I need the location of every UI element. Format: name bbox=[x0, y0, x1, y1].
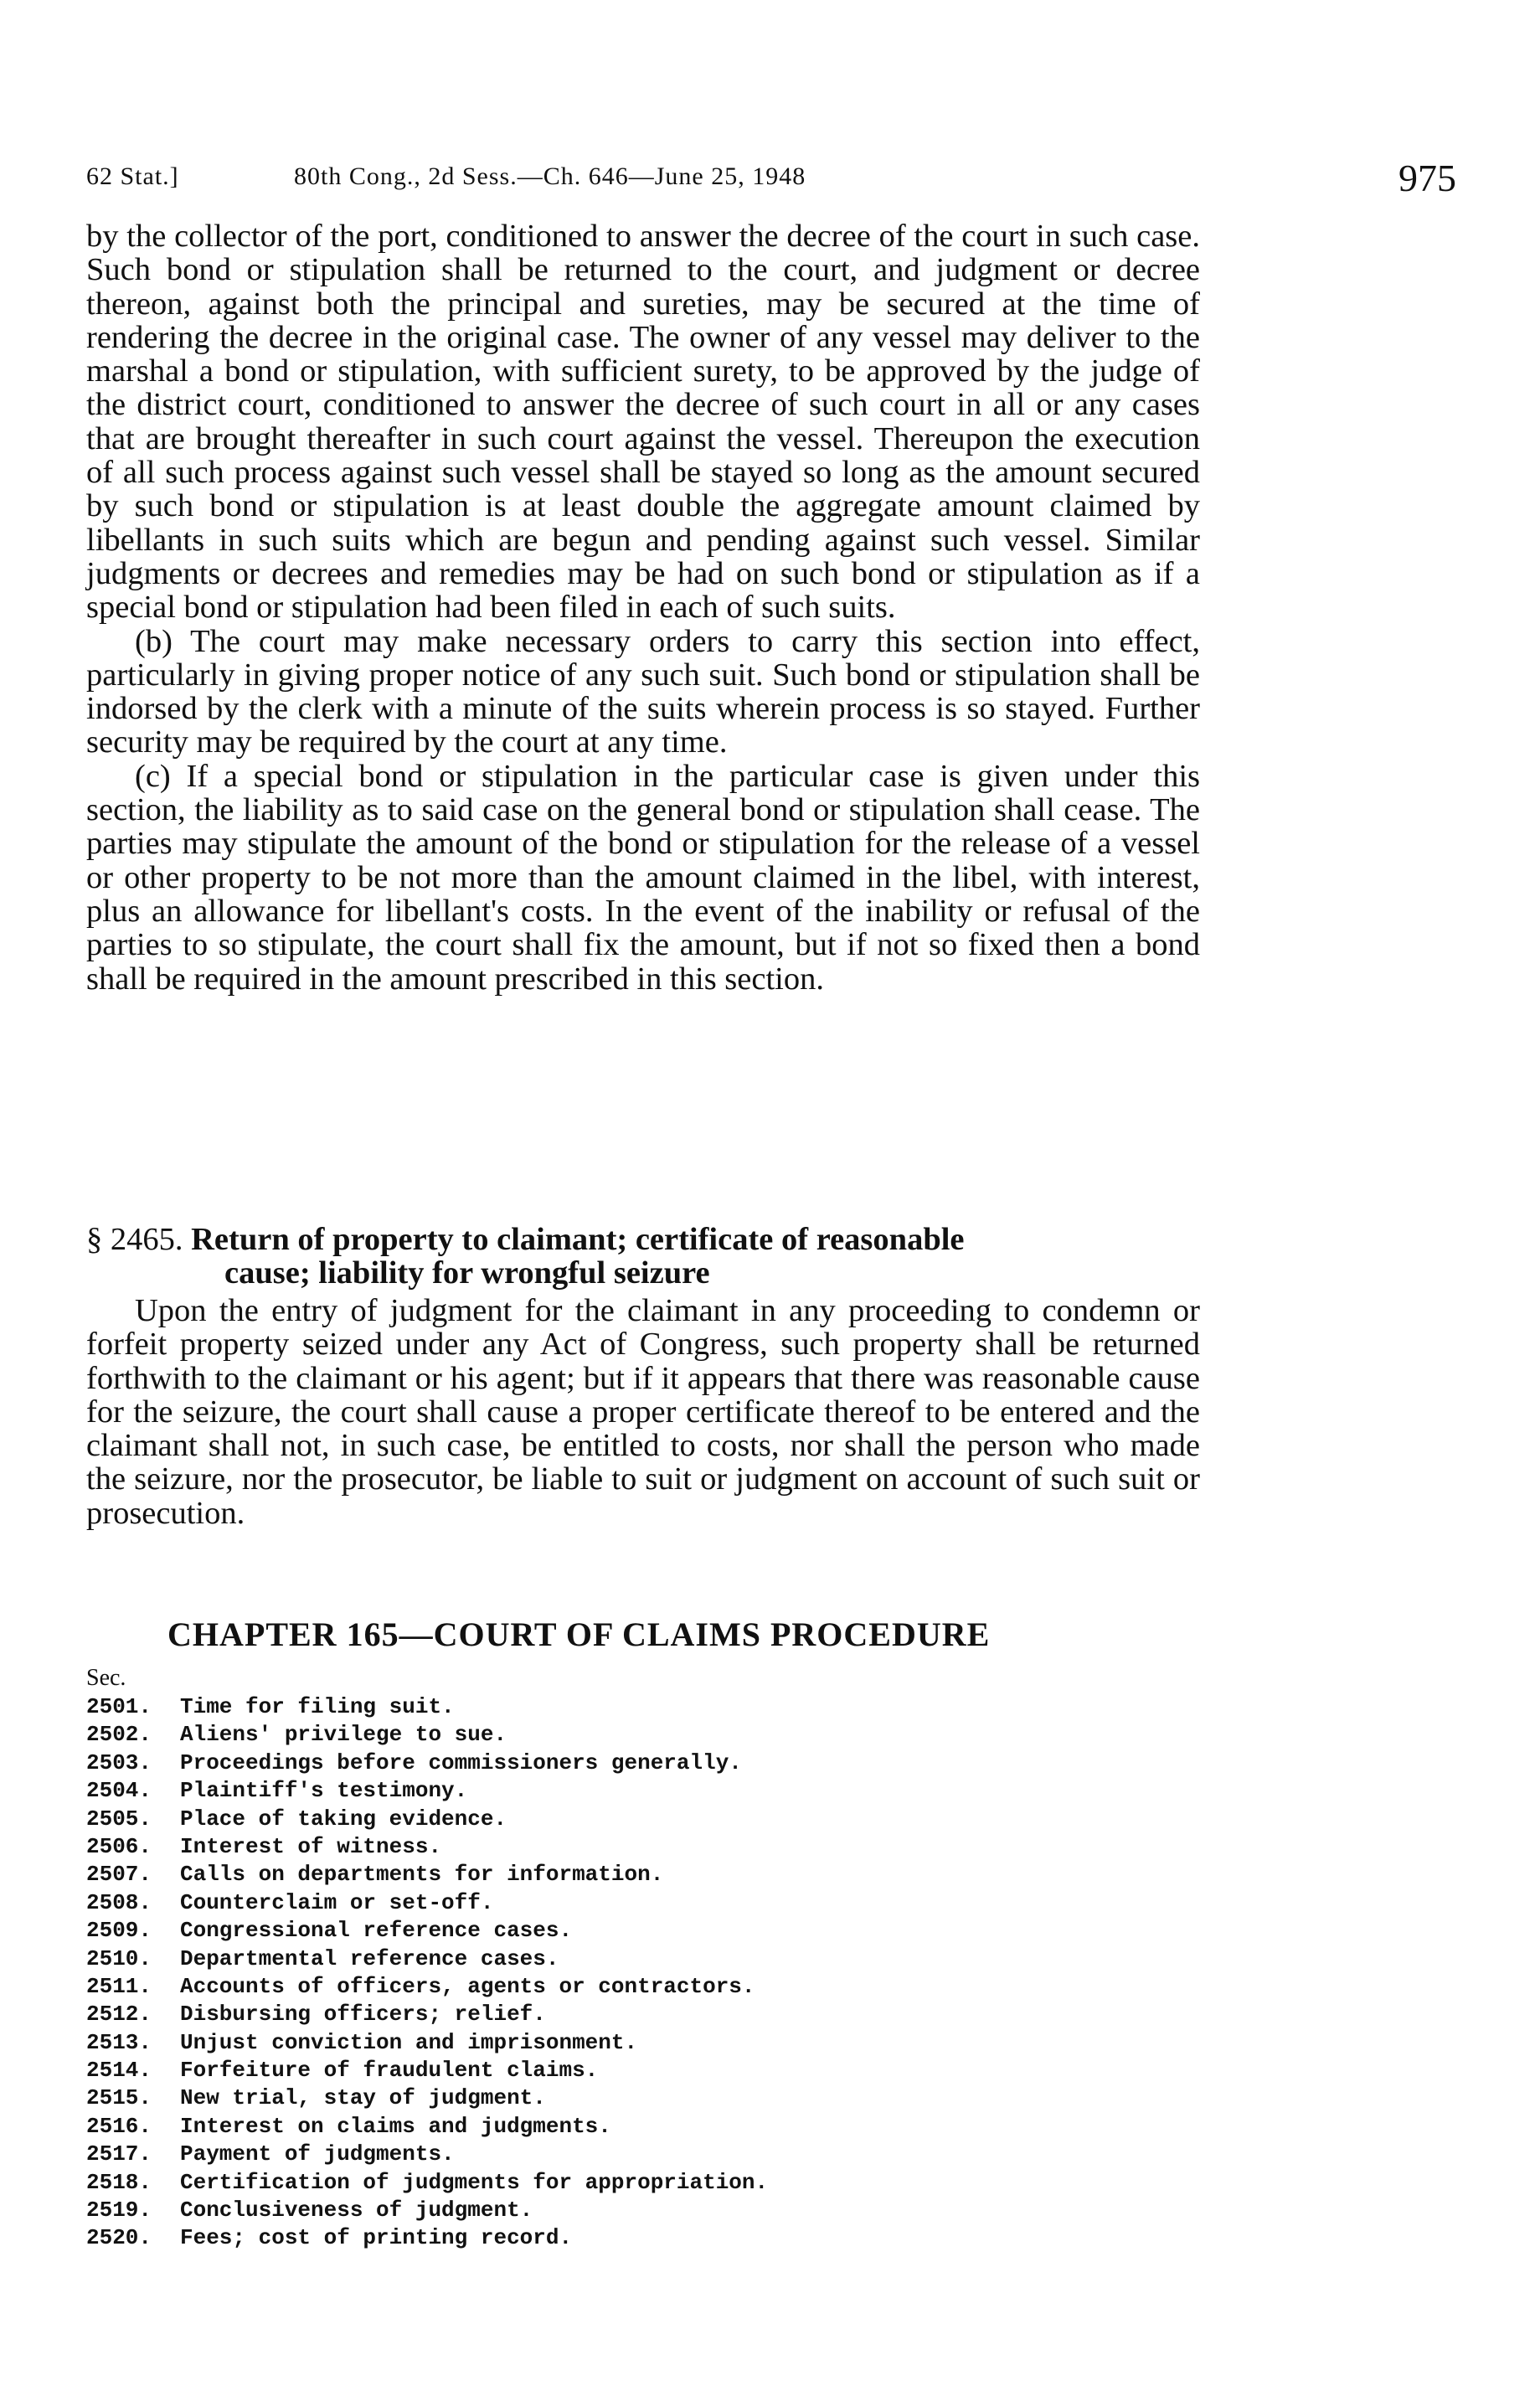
toc-number: 2502. bbox=[86, 1722, 152, 1748]
toc-number: 2503. bbox=[86, 1749, 152, 1775]
toc-number: 2520. bbox=[86, 2225, 152, 2251]
toc-title: Congressional reference cases. bbox=[180, 1918, 573, 1944]
paragraph-b: (b) The court may make necessary orders to carry this section into effect, particularly in giving proper notice of any such suit. Such bond or stipulation shall be indorsed by the clerk with a minute of the suits wherein process is so stayed. Further security may be required by the court at any time. bbox=[86, 623, 1200, 760]
toc-item bbox=[86, 1833, 1007, 1861]
toc-number: 2515. bbox=[86, 2085, 152, 2111]
toc-number: 2519. bbox=[86, 2198, 152, 2223]
toc-number: 2504. bbox=[86, 1778, 152, 1804]
toc-item bbox=[86, 1721, 1007, 1749]
paragraph-continuation: by the collector of the port, conditioned to answer the decree of the court in such case. Such bond or stipulation shall be returned to the court, and judgment or decree thereon, against both the principal and sureties, may be secured at the time of rendering the decree in the original case. The owner of any vessel may deliver to the marshal a bond or stipulation, with sufficient surety, to be approved by the judge of the district court, conditioned to answer the decree of such court in all or any cases that are brought thereafter in such court against the vessel. Thereupon the execution of all such process against such vessel shall be stayed so long as the amount secured by such bond or stipulation is at least double the aggregate amount claimed by libellants in such suits which are begun and pending against such vessel. Similar judgments or decrees and remedies may be had on such bond or stipulation as if a special bond or stipulation had been filed in each of such suits. bbox=[86, 219, 1200, 626]
toc-title: Accounts of officers, agents or contractors. bbox=[180, 1973, 755, 1999]
toc-item bbox=[86, 1806, 1007, 1833]
toc-title: Unjust conviction and imprisonment. bbox=[180, 2029, 638, 2055]
toc-number: 2507. bbox=[86, 1862, 152, 1888]
continued-section-text bbox=[86, 219, 1200, 996]
toc-title: Disbursing officers; relief. bbox=[180, 2002, 546, 2028]
toc-title: Counterclaim or set-off. bbox=[180, 1889, 494, 1915]
toc-item bbox=[86, 1945, 1007, 1973]
toc-item bbox=[86, 1749, 1007, 1777]
section-number: § 2465. bbox=[86, 1222, 183, 1257]
section-title-line2: cause; liability for wrongful seizure bbox=[224, 1255, 710, 1291]
toc-title: Fees; cost of printing record. bbox=[180, 2225, 573, 2251]
toc-item bbox=[86, 1861, 1007, 1888]
toc-number: 2506. bbox=[86, 1833, 152, 1859]
toc-title: Interest of witness. bbox=[180, 1833, 442, 1859]
toc-item bbox=[86, 1917, 1007, 1945]
section-paragraph: Upon the entry of judgment for the claimant in any proceeding to condemn or forfeit property seized under any Act of Congress, such property shall be returned forthwith to the claimant or his agent; but if it appears that there was reasonable cause for the seizure, the court shall cause a proper certificate thereof to be entered and the claimant shall not, in such case, be entitled to costs, nor shall the person who made the seizure, nor the prosecutor, be liable to suit or judgment on account of such suit or prosecution. bbox=[86, 1293, 1200, 1531]
toc-title: New trial, stay of judgment. bbox=[180, 2085, 546, 2111]
toc-item bbox=[86, 2001, 1007, 2028]
toc-title: Conclusiveness of judgment. bbox=[180, 2198, 533, 2223]
toc-title: Interest on claims and judgments. bbox=[180, 2113, 611, 2139]
page-number: 975 bbox=[1398, 157, 1456, 199]
chapter-section-list bbox=[86, 1693, 1007, 2253]
section-2465-text bbox=[86, 1294, 1200, 1530]
toc-item bbox=[86, 2224, 1007, 2252]
chapter-title: CHAPTER 165—COURT OF CLAIMS PROCEDURE bbox=[167, 1615, 991, 1653]
toc-item bbox=[86, 1973, 1007, 2001]
page-header bbox=[86, 156, 1456, 206]
statute-volume-label: 62 Stat.] bbox=[86, 162, 179, 190]
toc-title: Proceedings before commissioners generally. bbox=[180, 1749, 742, 1775]
toc-number: 2517. bbox=[86, 2141, 152, 2167]
section-heading bbox=[86, 1223, 1200, 1290]
toc-number: 2505. bbox=[86, 1806, 152, 1832]
toc-number: 2509. bbox=[86, 1918, 152, 1944]
session-citation: 80th Cong., 2d Sess.—Ch. 646—June 25, 1948 bbox=[294, 162, 806, 190]
toc-title: Certification of judgments for appropriation. bbox=[180, 2169, 769, 2195]
toc-item bbox=[86, 1693, 1007, 1721]
toc-title: Payment of judgments. bbox=[180, 2141, 455, 2167]
paragraph-c: (c) If a special bond or stipulation in the particular case is given under this section, the liability as to said case on the general bond or stipulation shall cease. The parties may stipulate the amount of the bond or stipulation for the release of a vessel or other property to be not more than the amount claimed in the libel, with interest, plus an allowance for libellant's costs. In the event of the inability or refusal of the parties to so stipulate, the court shall fix the amount, but if not so fixed then a bond shall be required in the amount prescribed in this section. bbox=[86, 758, 1200, 997]
toc-number: 2513. bbox=[86, 2029, 152, 2055]
toc-item bbox=[86, 1777, 1007, 1805]
toc-title: Calls on departments for information. bbox=[180, 1862, 664, 1888]
toc-title: Forfeiture of fraudulent claims. bbox=[180, 2058, 599, 2084]
toc-title: Time for filing suit. bbox=[180, 1694, 455, 1719]
toc-item bbox=[86, 2084, 1007, 2112]
toc-number: 2512. bbox=[86, 2002, 152, 2028]
toc-number: 2510. bbox=[86, 1945, 152, 1971]
toc-item bbox=[86, 2057, 1007, 2084]
toc-item bbox=[86, 2141, 1007, 2168]
toc-number: 2518. bbox=[86, 2169, 152, 2195]
toc-item bbox=[86, 2169, 1007, 2197]
toc-title: Place of taking evidence. bbox=[180, 1806, 507, 1832]
toc-title: Plaintiff's testimony. bbox=[180, 1778, 468, 1804]
toc-item bbox=[86, 2113, 1007, 2141]
sec-column-label: Sec. bbox=[86, 1665, 126, 1691]
toc-title: Aliens' privilege to sue. bbox=[180, 1722, 507, 1748]
toc-item bbox=[86, 2197, 1007, 2224]
toc-number: 2511. bbox=[86, 1973, 152, 1999]
toc-number: 2514. bbox=[86, 2058, 152, 2084]
toc-number: 2508. bbox=[86, 1889, 152, 1915]
section-title-line1: Return of property to claimant; certificate of reasonable bbox=[191, 1222, 965, 1257]
toc-title: Departmental reference cases. bbox=[180, 1945, 559, 1971]
toc-number: 2516. bbox=[86, 2113, 152, 2139]
toc-number: 2501. bbox=[86, 1694, 152, 1719]
toc-item bbox=[86, 1889, 1007, 1917]
toc-item bbox=[86, 2029, 1007, 2057]
